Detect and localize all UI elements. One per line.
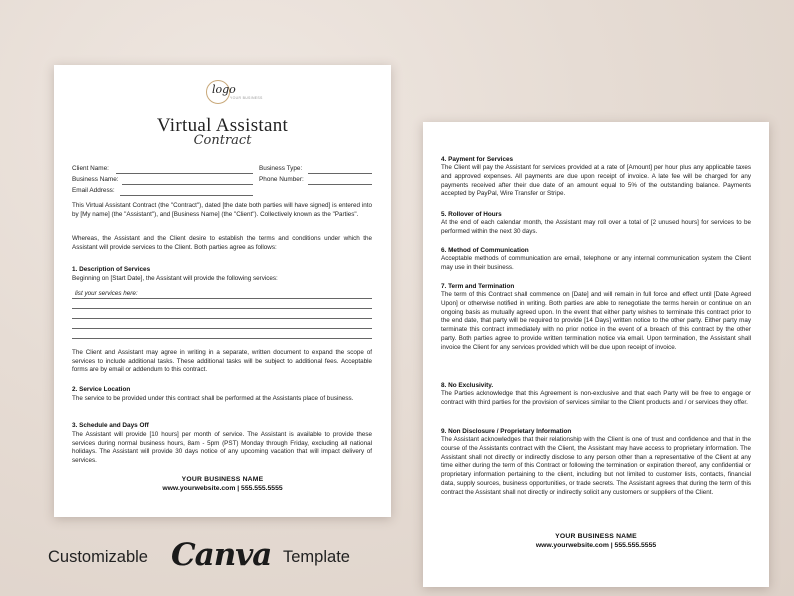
section-1-additional-text: The Client and Assistant may agree in writing in a separate, written document to expand the scope of services to include additional tasks. These additional tasks will be subject to additional fees. Acceptable forms are by email or addendum to this contract. [72,349,372,374]
services-line[interactable] [72,328,372,329]
section-7-text: The term of this Contract shall commence on [Date] and will remain in full force and effect until [Date Agreed Upon] or otherwise notified in writing. Both parties are able to renegotiate the terms herein or continue on an ongoing basis as mutually agreed upon. In the event that either party wishes to terminate this contract prior to the end date, that party will be required to provide [14 Days] written notice to the other party. Either party may terminate this contract immediately with no prior notice in the event of a breach of this contract by the other party. Both parties agree to provide written termination notice via email. Upon termination, the Assistant shall invoice the Client for any services provided which will be due upon receipt of invoice. [441,291,751,351]
business-name-field[interactable] [122,184,253,185]
footer-business-name: YOUR BUSINESS NAME [181,476,264,483]
caption-customizable: Customizable [48,548,148,566]
caption-template: Template [283,548,350,566]
logo-subtext: YOUR BUSINESS [230,96,263,100]
logo-word: logo [212,83,236,96]
contract-page-1 [54,65,391,517]
client-name-field[interactable] [116,173,253,174]
section-6-heading: 6. Method of Communication [441,247,529,254]
business-type-label: Business Type: [259,165,303,172]
email-address-label: Email Address: [72,187,115,194]
footer-contact: www.yourwebsite.com | 555.555.5555 [535,542,657,549]
document-title: Virtual Assistant [156,115,289,136]
phone-number-field[interactable] [308,184,372,185]
whereas-paragraph: Whereas, the Assistant and the Client desire to establish the terms and conditions under which the Assistant will provide services to the Client. Both parties agree as follows: [72,235,372,251]
section-8-text: The Parties acknowledge that this Agreement is non-exclusive and that each Party will be free to engage or contract with third parties for the provision of services similar to the Client products and / or services they offer. [441,390,751,406]
section-6-text: Acceptable methods of communication are email, telephone or any internal communication system the Client may use in their business. [441,255,751,271]
phone-number-label: Phone Number: [259,176,304,183]
services-line[interactable] [72,308,372,309]
section-3-text: The Assistant will provide [10 hours] per month of service. The Assistant is available to provide these services during normal business hours, 8am - 5pm (PST) Monday through Friday, excluding all national holidays. The Assistant will provide 30 days notice of any upcoming vacation that will impact delivery of services. [72,431,372,464]
client-name-label: Client Name: [72,165,109,172]
logo [204,78,263,106]
footer-business-name: YOUR BUSINESS NAME [555,533,637,540]
section-5-heading: 5. Rollover of Hours [441,211,502,218]
services-line[interactable] [72,298,372,299]
section-2-text: The service to be provided under this contract shall be performed at the Assistants place of business. [72,395,354,402]
business-name-label: Business Name: [72,176,119,183]
section-9-heading: 9. Non Disclosure / Proprietary Information [441,428,572,435]
section-1-heading: 1. Description of Services [72,266,151,273]
business-type-field[interactable] [308,173,372,174]
section-9-text: The Assistant acknowledges that their relationship with the Client is one of trust and confidence and that in the course of the Assistants contract with the Client, the Assistant may have access to proprietary information. The Assistant shall not directly or indirectly disclose to any person other than a representative of the Client at any time either during the term of this Contract or following the termination or expiration thereof, any confidential or proprietary information pertaining to the client, including but not limited to customer lists, contacts, financial data, supply sources, business opportunities, or trade secrets. The Assistant agrees that during the term of this contract the Assistant shall not directly or indirectly solicit any customers or suppliers of the Client. [441,436,751,496]
section-2-heading: 2. Service Location [72,386,131,393]
section-7-heading: 7. Term and Termination [441,283,515,290]
section-1-text: Beginning on [Start Date], the Assistant will provide the following services: [72,275,278,282]
contract-page-2 [423,122,769,587]
email-address-field[interactable] [120,195,253,196]
services-placeholder: list your services here: [75,290,138,297]
template-caption [48,537,378,577]
footer-contact: www.yourwebsite.com | 555.555.5555 [162,485,283,492]
services-line[interactable] [72,338,372,339]
section-5-text: At the end of each calendar month, the Assistant may roll over a total of [2 unused hours] for services to be performed within the next 30 days. [441,219,751,235]
document-subtitle: Contract [193,133,252,148]
services-line[interactable] [72,318,372,319]
canva-wordmark: Canva [171,537,272,573]
intro-paragraph: This Virtual Assistant Contract (the "Contract"), dated [the date both parties will have signed] is entered into by [My name] (the "Assistant"), and [Business Name] (the "Client"). Collectively known as the "Parties". [72,202,372,218]
section-3-heading: 3. Schedule and Days Off [72,422,149,429]
section-4-heading: 4. Payment for Services [441,156,514,163]
section-4-text: The Client will pay the Assistant for services provided at a rate of [Amount] per hour plus any applicable taxes and approved expenses. All payments are due upon receipt of invoice. A late fee will be charged for any payments received after their due date of an amount equal to 5% of the outstanding balance. Payments accepted by PayPal, Wire Transfer or Stripe. [441,164,751,198]
section-8-heading: 8. No Exclusivity. [441,382,494,389]
